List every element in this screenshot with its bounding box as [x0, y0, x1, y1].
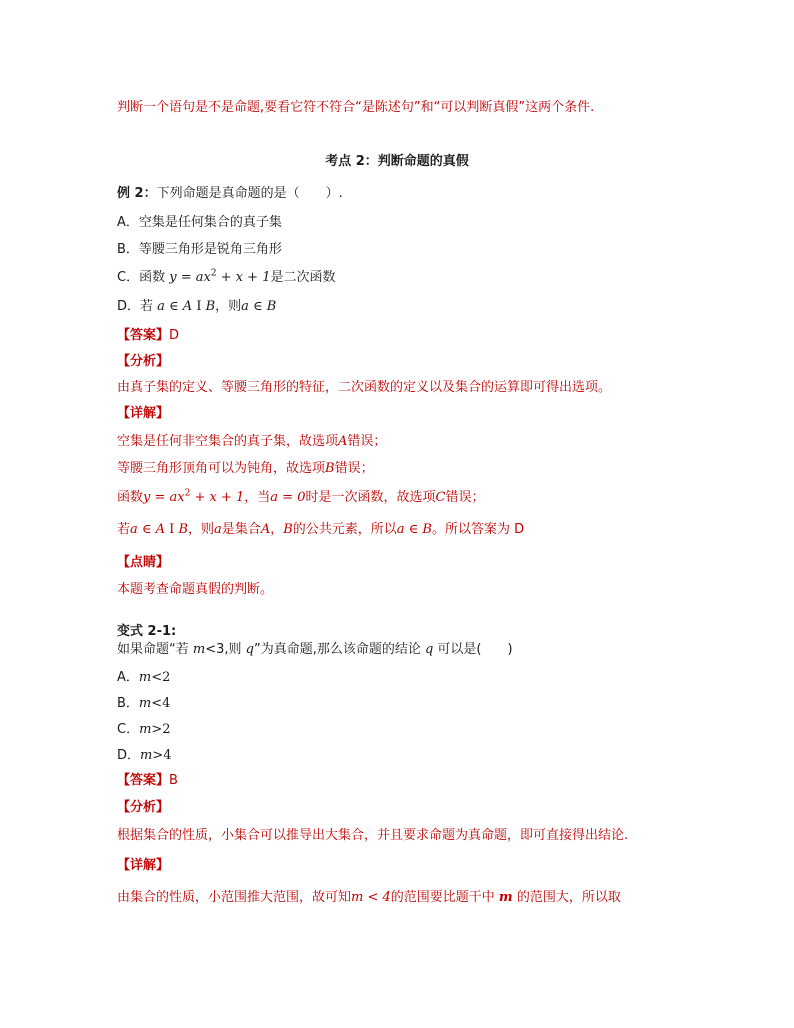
example-2-stem — [117, 184, 343, 204]
math-expression: y = ax — [143, 490, 185, 505]
option-d — [117, 297, 276, 317]
question-text: ”为真命题,那么该命题的结论 — [253, 642, 425, 657]
math-expression: a ∈ B — [396, 522, 432, 537]
math-superscript: 2 — [184, 488, 191, 499]
math-expression: a ∈ A — [157, 299, 193, 314]
math-expression: >2 — [151, 722, 171, 737]
detail-text: ，当 — [244, 490, 271, 505]
detail-text: 空集是任何非空集合的真子集，故选项 — [117, 434, 339, 449]
variant-detail-line — [117, 888, 621, 908]
detail-line-4 — [117, 520, 524, 540]
math-operator: I — [165, 522, 179, 537]
variant-answer-line — [117, 771, 178, 791]
variant-option-d — [117, 746, 172, 766]
math-expression: a = 0 — [270, 490, 306, 505]
answer-value: D — [169, 328, 180, 343]
math-variable: q — [245, 642, 254, 657]
detail-text: ，则 — [188, 522, 215, 537]
variant-option-a — [117, 668, 170, 688]
math-variable: A — [338, 434, 348, 449]
option-letter: A． — [117, 670, 139, 685]
detail-text: 的范围要比题干中 — [390, 890, 499, 905]
math-superscript: 2 — [210, 268, 217, 279]
detail-text: 由集合的性质，小范围推大范围，故可知 — [117, 890, 352, 905]
math-variable: m — [138, 670, 152, 685]
math-variable: a — [214, 522, 222, 537]
detail-text: 时是一次函数，故选项 — [305, 490, 436, 505]
math-expression: <4 — [151, 696, 171, 711]
math-expression: <2 — [151, 670, 171, 685]
variant-label: 变式 2-1: — [117, 624, 177, 639]
math-expression: m < 4 — [351, 890, 391, 905]
detail-text: 错误； — [445, 490, 485, 505]
math-expression: + x + 1 — [216, 270, 271, 285]
answer-tag: 【答案】 — [117, 328, 170, 343]
math-variable: q — [424, 642, 434, 657]
analysis-text: 由真子集的定义、等腰三角形的特征，二次函数的定义以及集合的运算即可得出选项。 — [117, 380, 612, 395]
math-expression: B — [205, 299, 216, 314]
detail-text: 错误； — [334, 461, 374, 476]
option-c-suffix: 是二次函数 — [270, 270, 336, 285]
detail-text: 的公共元素，所以 — [292, 522, 397, 537]
question-text: <3,则 — [205, 642, 246, 657]
comment-text: 本题考查命题真假的判断。 — [117, 582, 274, 597]
question-text: 可以是( ) — [433, 642, 513, 657]
math-variable: B — [283, 522, 293, 537]
variant-analysis-text: 根据集合的性质，小集合可以推导出大集合，并且要求命题为真命题，即可直接得出结论. — [117, 828, 629, 843]
option-letter: B． — [117, 696, 139, 711]
detail-text: 等腰三角形顶角可以为钝角，故选项 — [117, 461, 326, 476]
math-variable: C — [435, 490, 446, 505]
intro-note: 判断一个语句是不是命题,要看它符不符合“是陈述句”和“可以判断真假”这两个条件. — [117, 100, 595, 115]
answer-value: B — [169, 773, 178, 788]
answer-tag: 【答案】 — [117, 773, 170, 788]
math-expression: y = ax — [169, 270, 211, 285]
math-expression: a ∈ A — [130, 522, 166, 537]
math-variable: m — [140, 748, 153, 763]
question-text: 如果命题“若 — [117, 642, 193, 657]
math-expression: >4 — [152, 748, 172, 763]
detail-text: 错误； — [347, 434, 387, 449]
detail-line-1 — [117, 432, 386, 452]
detail-text: 是集合 — [221, 522, 261, 537]
answer-line — [117, 326, 179, 346]
section-title: 考点 2：判断命题的真假 — [325, 154, 469, 169]
math-expression: B — [178, 522, 189, 537]
detail-tag: 【详解】 — [117, 406, 170, 421]
detail-text: 若 — [117, 522, 131, 537]
variant-stem — [117, 640, 513, 660]
variant-analysis-tag: 【分析】 — [117, 800, 170, 815]
detail-text: 。所以答案为 D — [432, 522, 525, 537]
option-d-text: ，则 — [215, 299, 242, 314]
option-a: A．空集是任何集合的真子集 — [117, 215, 282, 230]
option-c — [117, 268, 335, 288]
math-variable: B — [325, 461, 335, 476]
math-operator: I — [192, 299, 206, 314]
detail-text: 的范围大，所以取 — [512, 890, 621, 905]
detail-line-3 — [117, 488, 484, 508]
math-expression: a ∈ B — [241, 299, 277, 314]
option-d-prefix: D．若 — [117, 299, 154, 314]
math-variable: m — [138, 696, 152, 711]
example-label: 例 2： — [117, 186, 157, 201]
option-c-prefix: C．函数 — [117, 270, 166, 285]
detail-text: ， — [270, 522, 284, 537]
variant-option-b — [117, 694, 170, 714]
option-b: B．等腰三角形是锐角三角形 — [117, 242, 282, 257]
math-variable: m — [498, 890, 513, 905]
math-variable: m — [139, 722, 152, 737]
detail-line-2 — [117, 459, 374, 479]
comment-tag: 【点睛】 — [117, 555, 170, 570]
question-text: 下列命题是真命题的是（ ）. — [156, 186, 343, 201]
option-letter: D． — [117, 748, 141, 763]
variant-option-c — [117, 720, 171, 740]
variant-detail-tag: 【详解】 — [117, 858, 170, 873]
option-letter: C． — [117, 722, 140, 737]
math-variable: m — [192, 642, 206, 657]
math-variable: A — [260, 522, 271, 537]
analysis-tag: 【分析】 — [117, 354, 170, 369]
detail-text: 函数 — [117, 490, 144, 505]
math-expression: + x + 1 — [190, 490, 245, 505]
